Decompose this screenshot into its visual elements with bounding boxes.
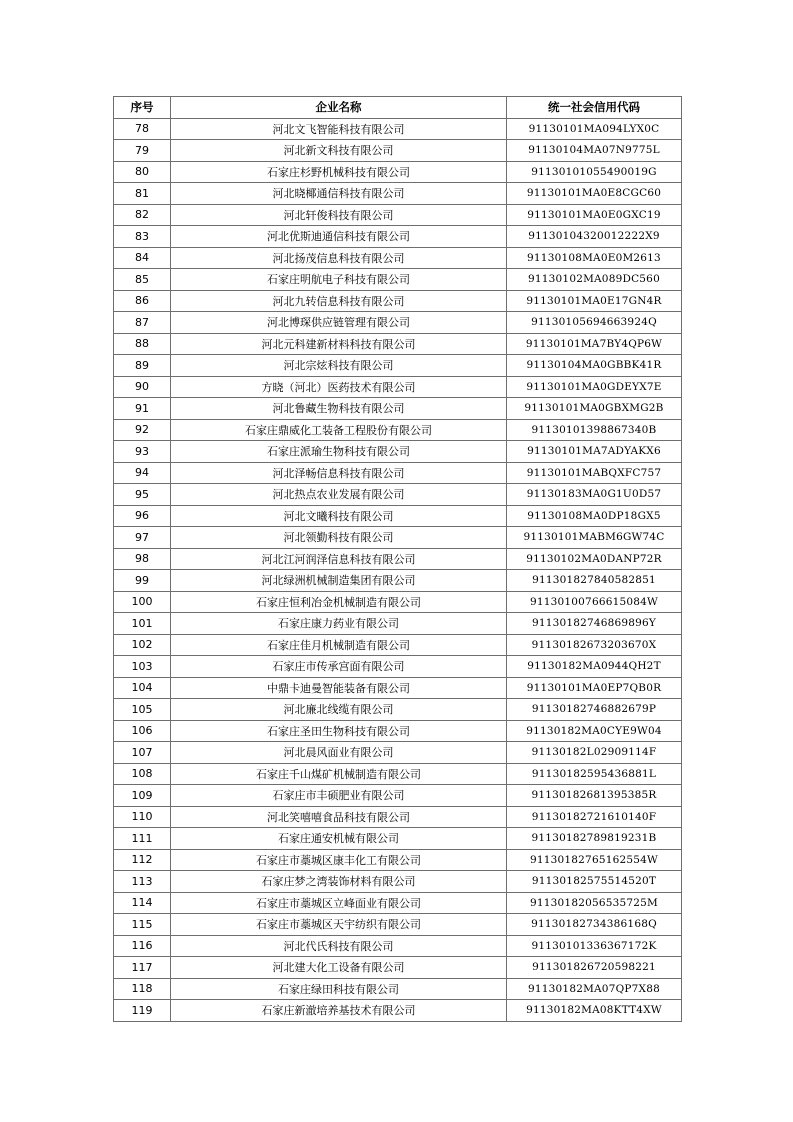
row-company-name: 石家庄市藁城区康丰化工有限公司 <box>171 849 507 871</box>
row-company-name: 河北热点农业发展有限公司 <box>171 484 507 506</box>
row-credit-code: 91130182MA07QP7X88 <box>507 978 682 1000</box>
row-seq: 110 <box>114 806 171 828</box>
row-seq: 107 <box>114 742 171 764</box>
row-seq: 101 <box>114 613 171 635</box>
row-credit-code: 91130182MA0944QH2T <box>507 656 682 678</box>
row-seq: 82 <box>114 204 171 226</box>
row-seq: 87 <box>114 312 171 334</box>
row-credit-code: 91130101055490019G <box>507 161 682 183</box>
table-row <box>114 484 682 506</box>
row-company-name: 石家庄杉野机械科技有限公司 <box>171 161 507 183</box>
table-row <box>114 312 682 334</box>
row-company-name: 石家庄新澈培养基技术有限公司 <box>171 1000 507 1022</box>
row-company-name: 河北晨风面业有限公司 <box>171 742 507 764</box>
row-company-name: 河北轩俊科技有限公司 <box>171 204 507 226</box>
row-seq: 84 <box>114 247 171 269</box>
row-company-name: 石家庄绿田科技有限公司 <box>171 978 507 1000</box>
row-credit-code: 91130108MA0DP18GX5 <box>507 505 682 527</box>
table-row <box>114 935 682 957</box>
table-row <box>114 527 682 549</box>
row-seq: 92 <box>114 419 171 441</box>
row-seq: 95 <box>114 484 171 506</box>
row-seq: 119 <box>114 1000 171 1022</box>
row-company-name: 河北优斯迪通信科技有限公司 <box>171 226 507 248</box>
row-credit-code: 91130182765162554W <box>507 849 682 871</box>
row-company-name: 石家庄圣田生物科技有限公司 <box>171 720 507 742</box>
header-credit-code: 统一社会信用代码 <box>507 97 682 119</box>
table-header-row <box>114 97 682 119</box>
table-row <box>114 570 682 592</box>
row-credit-code: 91130101MA7ADYAKX6 <box>507 441 682 463</box>
header-company-name: 企业名称 <box>171 97 507 119</box>
row-company-name: 河北文曦科技有限公司 <box>171 505 507 527</box>
row-credit-code: 91130101MABQXFC757 <box>507 462 682 484</box>
row-credit-code: 91130101398867340B <box>507 419 682 441</box>
row-seq: 102 <box>114 634 171 656</box>
row-credit-code: 91130100766615084W <box>507 591 682 613</box>
table-row <box>114 161 682 183</box>
row-seq: 80 <box>114 161 171 183</box>
table-row <box>114 634 682 656</box>
row-credit-code: 91130182746882679P <box>507 699 682 721</box>
table-row <box>114 1000 682 1022</box>
row-credit-code: 91130101MA094LYX0C <box>507 118 682 140</box>
row-seq: 85 <box>114 269 171 291</box>
table-row <box>114 226 682 248</box>
row-seq: 86 <box>114 290 171 312</box>
row-seq: 99 <box>114 570 171 592</box>
table-row <box>114 376 682 398</box>
table-row <box>114 355 682 377</box>
row-seq: 106 <box>114 720 171 742</box>
table-row <box>114 140 682 162</box>
row-credit-code: 91130101MA0E17GN4R <box>507 290 682 312</box>
row-credit-code: 91130105694663924Q <box>507 312 682 334</box>
row-credit-code: 91130101MA0GBXMG2B <box>507 398 682 420</box>
row-seq: 116 <box>114 935 171 957</box>
table-row <box>114 892 682 914</box>
row-credit-code: 91130182681395385R <box>507 785 682 807</box>
row-seq: 79 <box>114 140 171 162</box>
row-company-name: 河北泽畅信息科技有限公司 <box>171 462 507 484</box>
enterprise-table <box>113 96 682 1022</box>
row-company-name: 石家庄市藁城区立峰面业有限公司 <box>171 892 507 914</box>
row-credit-code: 91130182673203670X <box>507 634 682 656</box>
table-row <box>114 505 682 527</box>
row-company-name: 石家庄市藁城区天宇纺织有限公司 <box>171 914 507 936</box>
row-seq: 88 <box>114 333 171 355</box>
row-seq: 114 <box>114 892 171 914</box>
row-company-name: 河北新文科技有限公司 <box>171 140 507 162</box>
row-credit-code: 91130101336367172K <box>507 935 682 957</box>
header-seq: 序号 <box>114 97 171 119</box>
row-company-name: 河北晓椰通信科技有限公司 <box>171 183 507 205</box>
row-credit-code: 91130101MA0E8CGC60 <box>507 183 682 205</box>
row-credit-code: 91130182L02909114F <box>507 742 682 764</box>
row-company-name: 石家庄派瑜生物科技有限公司 <box>171 441 507 463</box>
row-credit-code: 91130101MA0EP7QB0R <box>507 677 682 699</box>
table-row <box>114 699 682 721</box>
row-credit-code: 91130182575514520T <box>507 871 682 893</box>
row-credit-code: 91130183MA0G1U0D57 <box>507 484 682 506</box>
row-credit-code: 91130101MA7BY4QP6W <box>507 333 682 355</box>
row-company-name: 河北领勤科技有限公司 <box>171 527 507 549</box>
row-company-name: 石家庄千山煤矿机械制造有限公司 <box>171 763 507 785</box>
table-row <box>114 118 682 140</box>
row-company-name: 石家庄明航电子科技有限公司 <box>171 269 507 291</box>
table-row <box>114 462 682 484</box>
row-credit-code: 91130182056535725M <box>507 892 682 914</box>
row-credit-code: 91130104MA07N9775L <box>507 140 682 162</box>
row-seq: 78 <box>114 118 171 140</box>
row-company-name: 河北元科建新材料科技有限公司 <box>171 333 507 355</box>
row-company-name: 河北廉北线缆有限公司 <box>171 699 507 721</box>
row-company-name: 河北扬茂信息科技有限公司 <box>171 247 507 269</box>
row-seq: 90 <box>114 376 171 398</box>
table-row <box>114 957 682 979</box>
table-row <box>114 419 682 441</box>
row-seq: 98 <box>114 548 171 570</box>
row-company-name: 中鼎卡迪曼智能装备有限公司 <box>171 677 507 699</box>
row-company-name: 河北文飞智能科技有限公司 <box>171 118 507 140</box>
table-row <box>114 247 682 269</box>
row-seq: 104 <box>114 677 171 699</box>
row-company-name: 石家庄鼎威化工装备工程股份有限公司 <box>171 419 507 441</box>
row-seq: 111 <box>114 828 171 850</box>
table-row <box>114 806 682 828</box>
row-credit-code: 91130101MA0GDEYX7E <box>507 376 682 398</box>
table-row <box>114 742 682 764</box>
row-company-name: 河北九转信息科技有限公司 <box>171 290 507 312</box>
row-credit-code: 91130104MA0GBBK41R <box>507 355 682 377</box>
row-credit-code: 91130182789819231B <box>507 828 682 850</box>
row-credit-code: 91130182734386168Q <box>507 914 682 936</box>
row-credit-code: 91130104320012222X9 <box>507 226 682 248</box>
row-credit-code: 91130182746869896Y <box>507 613 682 635</box>
row-company-name: 河北宗炫科技有限公司 <box>171 355 507 377</box>
row-company-name: 石家庄康力药业有限公司 <box>171 613 507 635</box>
row-company-name: 河北代氏科技有限公司 <box>171 935 507 957</box>
row-credit-code: 91130182595436881L <box>507 763 682 785</box>
row-company-name: 石家庄市传承宫面有限公司 <box>171 656 507 678</box>
row-credit-code: 91130182784058285​1 <box>507 570 682 592</box>
row-credit-code: 91130108MA0E0M2613 <box>507 247 682 269</box>
row-company-name: 河北鲁藏生物科技有限公司 <box>171 398 507 420</box>
row-seq: 91 <box>114 398 171 420</box>
row-company-name: 石家庄通安机械有限公司 <box>171 828 507 850</box>
row-company-name: 河北绿洲机械制造集团有限公司 <box>171 570 507 592</box>
row-credit-code: 91130102MA089DC560 <box>507 269 682 291</box>
table-row <box>114 204 682 226</box>
row-company-name: 河北笑嘻嘻食品科技有限公司 <box>171 806 507 828</box>
row-company-name: 方晓（河北）医药技术有限公司 <box>171 376 507 398</box>
row-seq: 118 <box>114 978 171 1000</box>
table-row <box>114 720 682 742</box>
row-company-name: 河北建大化工设备有限公司 <box>171 957 507 979</box>
row-credit-code: 91130182721610140F <box>507 806 682 828</box>
row-seq: 112 <box>114 849 171 871</box>
table-row <box>114 656 682 678</box>
row-seq: 113 <box>114 871 171 893</box>
row-seq: 83 <box>114 226 171 248</box>
table-row <box>114 290 682 312</box>
table-row <box>114 785 682 807</box>
row-seq: 100 <box>114 591 171 613</box>
row-seq: 96 <box>114 505 171 527</box>
row-credit-code: 91130101MABM6GW74C <box>507 527 682 549</box>
row-seq: 94 <box>114 462 171 484</box>
row-seq: 93 <box>114 441 171 463</box>
row-company-name: 石家庄恒利冶金机械制造有限公司 <box>171 591 507 613</box>
table-row <box>114 763 682 785</box>
table-row <box>114 914 682 936</box>
row-seq: 109 <box>114 785 171 807</box>
table-row <box>114 613 682 635</box>
row-company-name: 石家庄梦之湾装饰材料有限公司 <box>171 871 507 893</box>
table-row <box>114 333 682 355</box>
table-row <box>114 548 682 570</box>
table-row <box>114 591 682 613</box>
row-seq: 103 <box>114 656 171 678</box>
table-row <box>114 398 682 420</box>
row-seq: 108 <box>114 763 171 785</box>
row-credit-code: 91130182672059822​1 <box>507 957 682 979</box>
row-credit-code: 91130182MA0CYE9W04 <box>507 720 682 742</box>
row-seq: 115 <box>114 914 171 936</box>
table-row <box>114 849 682 871</box>
row-seq: 89 <box>114 355 171 377</box>
row-seq: 81 <box>114 183 171 205</box>
row-credit-code: 91130101MA0E0GXC19 <box>507 204 682 226</box>
row-credit-code: 91130102MA0DANP72R <box>507 548 682 570</box>
table-row <box>114 183 682 205</box>
row-seq: 117 <box>114 957 171 979</box>
table-row <box>114 828 682 850</box>
row-company-name: 河北江河润泽信息科技有限公司 <box>171 548 507 570</box>
table-row <box>114 677 682 699</box>
row-credit-code: 91130182MA08KTT4XW <box>507 1000 682 1022</box>
table-body <box>114 118 682 1021</box>
table-row <box>114 269 682 291</box>
table-row <box>114 441 682 463</box>
row-company-name: 石家庄佳月机械制造有限公司 <box>171 634 507 656</box>
row-company-name: 河北博琛供应链管理有限公司 <box>171 312 507 334</box>
row-seq: 105 <box>114 699 171 721</box>
table-row <box>114 871 682 893</box>
table-row <box>114 978 682 1000</box>
row-seq: 97 <box>114 527 171 549</box>
row-company-name: 石家庄市丰硕肥业有限公司 <box>171 785 507 807</box>
